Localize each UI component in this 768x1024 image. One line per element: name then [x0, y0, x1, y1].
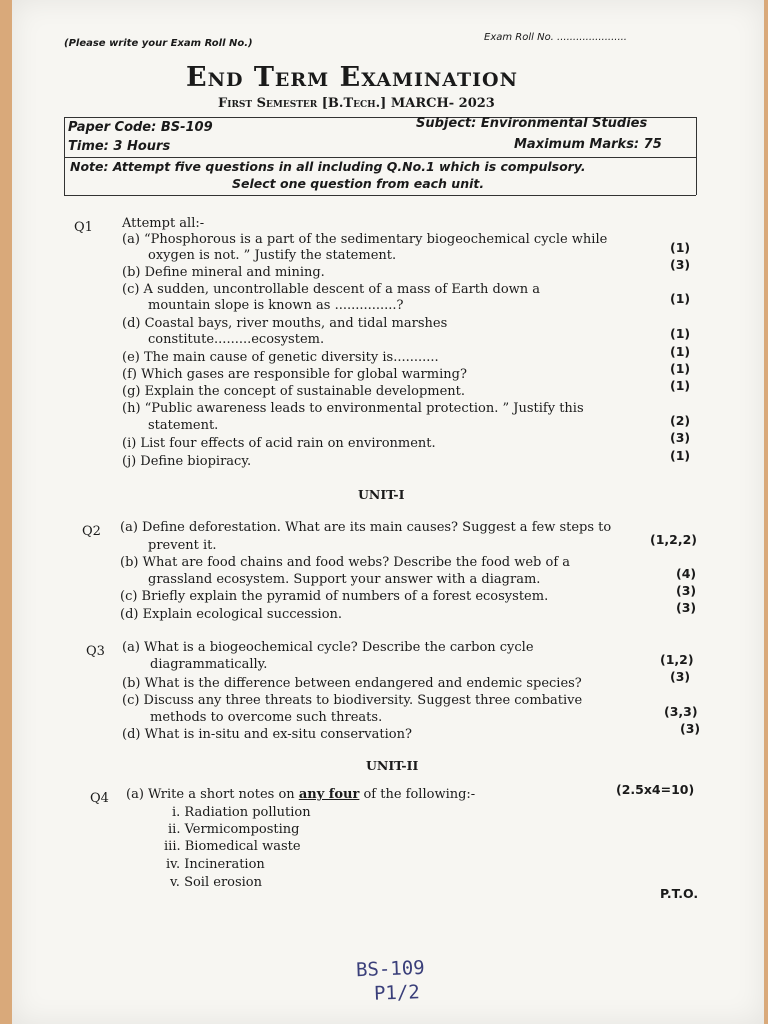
q2-line: (b) What are food chains and food webs? Describe the food web of a: [120, 555, 571, 570]
handwritten-page: P1/2: [373, 981, 421, 1005]
q1-line: (d) Coastal bays, river mouths, and tidal marshes: [122, 316, 448, 331]
q1-number: Q1: [74, 220, 93, 235]
roll-note: (Please write your Exam Roll No.): [64, 38, 253, 49]
pto-label: P.T.O.: [660, 886, 699, 901]
note-line-1: Note: Attempt five questions in all including Q.No.1 which is compulsory.: [70, 159, 586, 174]
unit-1-heading: UNIT-I: [358, 487, 405, 502]
q3-line: diagrammatically.: [150, 657, 268, 672]
q1-line: (g) Explain the concept of sustainable development.: [122, 384, 466, 399]
time: Time: 3 Hours: [68, 139, 171, 154]
q4-item: i. Radiation pollution: [172, 805, 311, 820]
q1-line: constitute.........ecosystem.: [148, 332, 325, 347]
q2-line: (a) Define deforestation. What are its main causes? Suggest a few steps to: [120, 520, 612, 535]
handwritten-code: BS-109: [355, 956, 426, 982]
exam-title: End Term Examination: [186, 62, 518, 93]
q1-mark: (3): [670, 257, 691, 272]
q2-mark: (3): [676, 600, 697, 615]
q2-line: prevent it.: [148, 538, 217, 553]
q2-mark: (1,2,2): [650, 532, 698, 547]
q4-number: Q4: [90, 791, 109, 806]
q1-mark: (1): [670, 326, 691, 341]
q2-line: (c) Briefly explain the pyramid of numbers of a forest ecosystem.: [120, 589, 549, 604]
q1-intro: Attempt all:-: [122, 216, 205, 231]
q3-line: methods to overcome such threats.: [150, 710, 383, 725]
q1-mark: (1): [670, 448, 691, 463]
q3-line: (d) What is in-situ and ex-situ conservation?: [122, 727, 412, 742]
q1-mark: (1): [670, 291, 691, 306]
exam-subtitle: First Semester [B.Tech.] MARCH- 2023: [218, 96, 495, 111]
q1-mark: (2): [670, 413, 691, 428]
unit-2-heading: UNIT-II: [366, 758, 419, 773]
q3-line: (c) Discuss any three threats to biodiversity. Suggest three combative: [122, 693, 583, 708]
q1-mark: (1): [670, 344, 691, 359]
box-bottom-line: [64, 195, 696, 196]
q2-mark: (3): [676, 583, 697, 598]
q4-item: iii. Biomedical waste: [164, 839, 301, 854]
q1-mark: (1): [670, 361, 691, 376]
q2-line: (d) Explain ecological succession.: [120, 607, 343, 622]
q3-line: (a) What is a biogeochemical cycle? Describe the carbon cycle: [122, 640, 534, 655]
subject: Subject: Environmental Studies: [416, 116, 648, 131]
roll-label: Exam Roll No. ......................: [484, 32, 627, 43]
q3-mark: (3): [670, 669, 691, 684]
note-line-2: Select one question from each unit.: [232, 176, 485, 191]
q1-mark: (3): [670, 430, 691, 445]
exam-sheet: [12, 0, 764, 1024]
q4-a-prefix: (a) Write a short notes on: [126, 787, 299, 802]
paper-code: Paper Code: BS-109: [68, 120, 213, 135]
q1-line: mountain slope is known as ...............?: [148, 298, 404, 313]
q1-line: (h) “Public awareness leads to environmental protection. ” Justify this: [122, 401, 584, 416]
q1-line: (e) The main cause of genetic diversity is...........: [122, 350, 439, 365]
q1-line: (i) List four effects of acid rain on environment.: [122, 436, 436, 451]
q2-mark: (4): [676, 566, 697, 581]
q3-number: Q3: [86, 644, 105, 659]
q4-item: iv. Incineration: [166, 857, 265, 872]
q1-line: (c) A sudden, uncontrollable descent of a mass of Earth down a: [122, 282, 541, 297]
q3-mark: (3): [680, 721, 701, 736]
q1-line: (j) Define biopiracy.: [122, 454, 252, 469]
max-marks: Maximum Marks: 75: [514, 137, 662, 152]
q1-line: oxygen is not. ” Justify the statement.: [148, 248, 397, 263]
q1-mark: (1): [670, 240, 691, 255]
q2-line: grassland ecosystem. Support your answer with a diagram.: [148, 572, 541, 587]
q2-number: Q2: [82, 524, 101, 539]
q1-mark: (1): [670, 378, 691, 393]
box-right-line: [696, 117, 697, 195]
q1-line: (a) “Phosphorous is a part of the sedimentary biogeochemical cycle while: [122, 232, 608, 247]
box-left-line: [64, 117, 65, 195]
q4-a-emphasis: any four: [298, 787, 360, 802]
q3-mark: (1,2): [660, 652, 694, 667]
box-mid-line: [64, 157, 696, 158]
q1-line: (f) Which gases are responsible for global warming?: [122, 367, 467, 382]
q4-part-a: [126, 787, 475, 802]
q1-line: (b) Define mineral and mining.: [122, 265, 325, 280]
q4-item: ii. Vermicomposting: [168, 822, 300, 837]
q4-a-suffix: of the following:-: [359, 787, 476, 802]
q3-mark: (3,3): [664, 704, 698, 719]
q4-mark: (2.5x4=10): [616, 782, 695, 797]
q1-line: statement.: [148, 418, 219, 433]
q3-line: (b) What is the difference between endangered and endemic species?: [122, 676, 582, 691]
q4-item: v. Soil erosion: [170, 875, 263, 890]
